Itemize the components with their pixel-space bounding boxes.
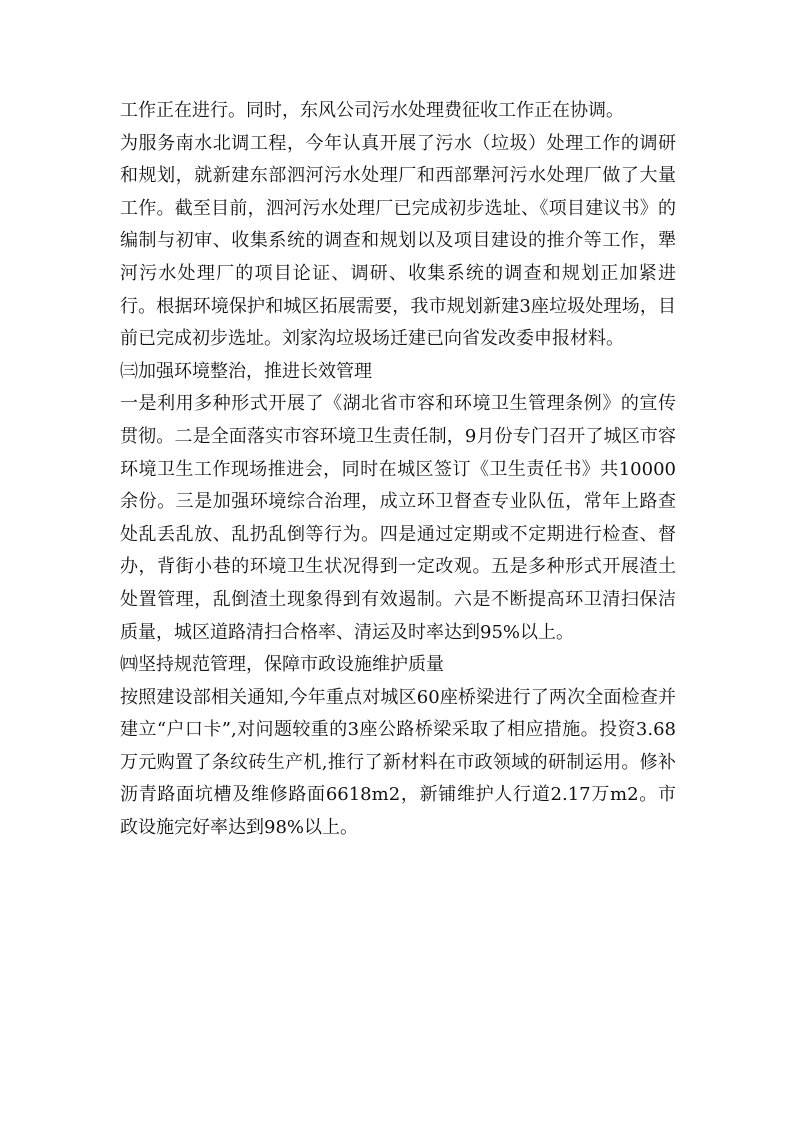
body-paragraph: 按照建设部相关通知,今年重点对城区60座桥梁进行了两次全面检查并建立“户口卡”,对问题较重的3座公路桥梁采取了相应措施。投资3.68万元购置了条纹砖生产机,推行了新材料在市政领域的研制运用。修补沥青路面坑槽及维修路面6618m2，新铺维护人行道2.17万m2。市政设施完好率达到98%以上。 (120, 686, 676, 839)
section-heading: ㈢加强环境整治，推进长效管理 (120, 360, 372, 382)
body-paragraph: 一是利用多种形式开展了《湖北省市容和环境卫生管理条例》的宣传贯彻。二是全面落实市容环境卫生责任制，9月份专门召开了城区市容环境卫生工作现场推进会，同时在城区签订《卫生责任书》共10000余份。三是加强环境综合治理，成立环卫督查专业队伍，常年上路查处乱丢乱放、乱扔乱倒等行为。四是通过定期或不定期进行检查、督办，背街小巷的环境卫生状况得到一定改观。五是多种形式开展渣土处置管理，乱倒渣土现象得到有效遏制。六是不断提高环卫清扫保洁质量，城区道路清扫合格率、清运及时率达到95%以上。 (120, 393, 676, 643)
section-heading: ㈣坚持规范管理，保障市政设施维护质量 (120, 654, 444, 676)
body-paragraph: 工作正在进行。同时，东风公司污水处理费征收工作正在协调。 (120, 100, 624, 121)
document-body (120, 95, 676, 845)
body-paragraph: 为服务南水北调工程，今年认真开展了污水（垃圾）处理工作的调研和规划，就新建东部泗河污水处理厂和西部犟河污水处理厂做了大量工作。截至目前，泗河污水处理厂已完成初步选址、《项目建议书》的编制与初审、收集系统的调查和规划以及项目建设的推介等工作，犟河污水处理厂的项目论证、调研、收集系统的调查和规划正加紧进行。根据环境保护和城区拓展需要，我市规划新建3座垃圾处理场，目前已完成初步选址。刘家沟垃圾场迁建已向省发改委申报材料。 (120, 132, 676, 350)
